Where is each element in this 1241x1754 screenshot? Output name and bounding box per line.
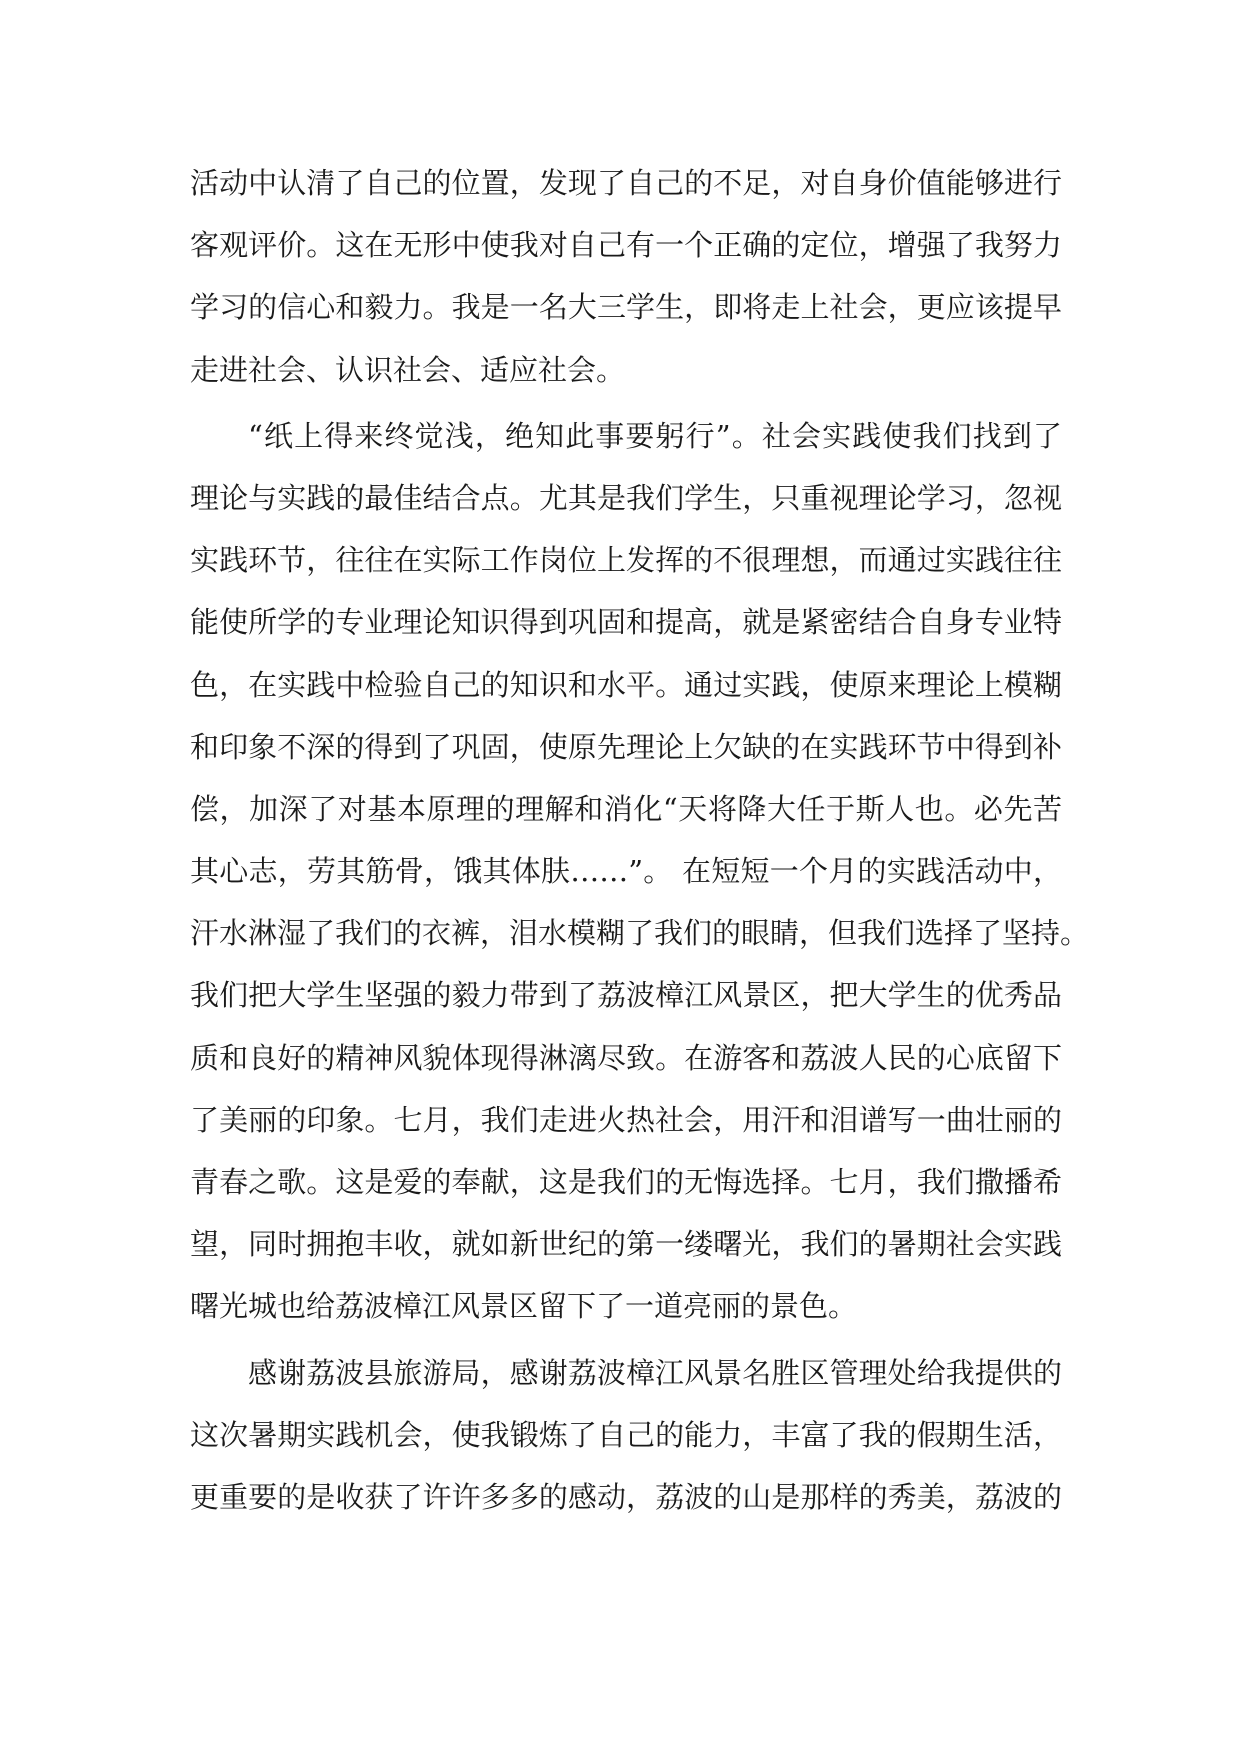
text-line: 汗水淋湿了我们的衣裤，泪水模糊了我们的眼睛，但我们选择了坚持。 bbox=[190, 916, 1090, 951]
paragraph-1 bbox=[190, 152, 1062, 401]
text-line: 学习的信心和毅力。我是一名大三学生，即将走上社会，更应该提早 bbox=[190, 290, 1062, 325]
text-line: 青春之歌。这是爱的奉献，这是我们的无悔选择。七月，我们撒播希 bbox=[190, 1165, 1062, 1199]
text-line: 感谢荔波县旅游局，感谢荔波樟江风景名胜区管理处给我提供的 bbox=[248, 1355, 1062, 1390]
text-line: 偿，加深了对基本原理的理解和消化“天将降大任于斯人也。必先苦 bbox=[190, 791, 1062, 826]
text-line: 理论与实践的最佳结合点。尤其是我们学生，只重视理论学习，忽视 bbox=[190, 480, 1062, 515]
text-line: 我们把大学生坚强的毅力带到了荔波樟江风景区，把大学生的优秀品 bbox=[190, 978, 1062, 1013]
text-line: 活动中认清了自己的位置，发现了自己的不足，对自身价值能够进行 bbox=[190, 166, 1062, 200]
paragraph-3 bbox=[190, 1342, 1062, 1529]
text-line: 实践环节，往往在实际工作岗位上发挥的不很理想，而通过实践往往 bbox=[190, 543, 1062, 578]
text-line: 质和良好的精神风貌体现得淋漓尽致。在游客和荔波人民的心底留下 bbox=[190, 1040, 1062, 1075]
text-line: 和印象不深的得到了巩固，使原先理论上欠缺的在实践环节中得到补 bbox=[190, 729, 1062, 764]
text-line: 望，同时拥抱丰收，就如新世纪的第一缕曙光，我们的暑期社会实践 bbox=[190, 1227, 1062, 1262]
text-line: 更重要的是收获了许许多多的感动，荔波的山是那样的秀美，荔波的 bbox=[190, 1479, 1062, 1514]
text-line: 了美丽的印象。七月，我们走进火热社会，用汗和泪谱写一曲壮丽的 bbox=[190, 1102, 1062, 1137]
text-line: 能使所学的专业理论知识得到巩固和提高，就是紧密结合自身专业特 bbox=[190, 605, 1062, 640]
text-line: 其心志，劳其筋骨，饿其体肤……”。 在短短一个月的实践活动中， bbox=[190, 854, 1062, 889]
body-text bbox=[190, 152, 1090, 1528]
text-line: 走进社会、认识社会、适应社会。 bbox=[190, 352, 626, 387]
text-line: “纸上得来终觉浅，绝知此事要躬行”。社会实践使我们找到了 bbox=[248, 418, 1062, 453]
text-line: 色，在实践中检验自己的知识和水平。通过实践，使原来理论上模糊 bbox=[190, 667, 1062, 702]
text-line: 曙光城也给荔波樟江风景区留下了一道亮丽的景色。 bbox=[190, 1289, 858, 1324]
text-line: 这次暑期实践机会，使我锻炼了自己的能力，丰富了我的假期生活， bbox=[190, 1417, 1062, 1452]
paragraph-2 bbox=[190, 405, 1090, 1338]
text-line: 客观评价。这在无形中使我对自己有一个正确的定位，增强了我努力 bbox=[190, 228, 1062, 263]
